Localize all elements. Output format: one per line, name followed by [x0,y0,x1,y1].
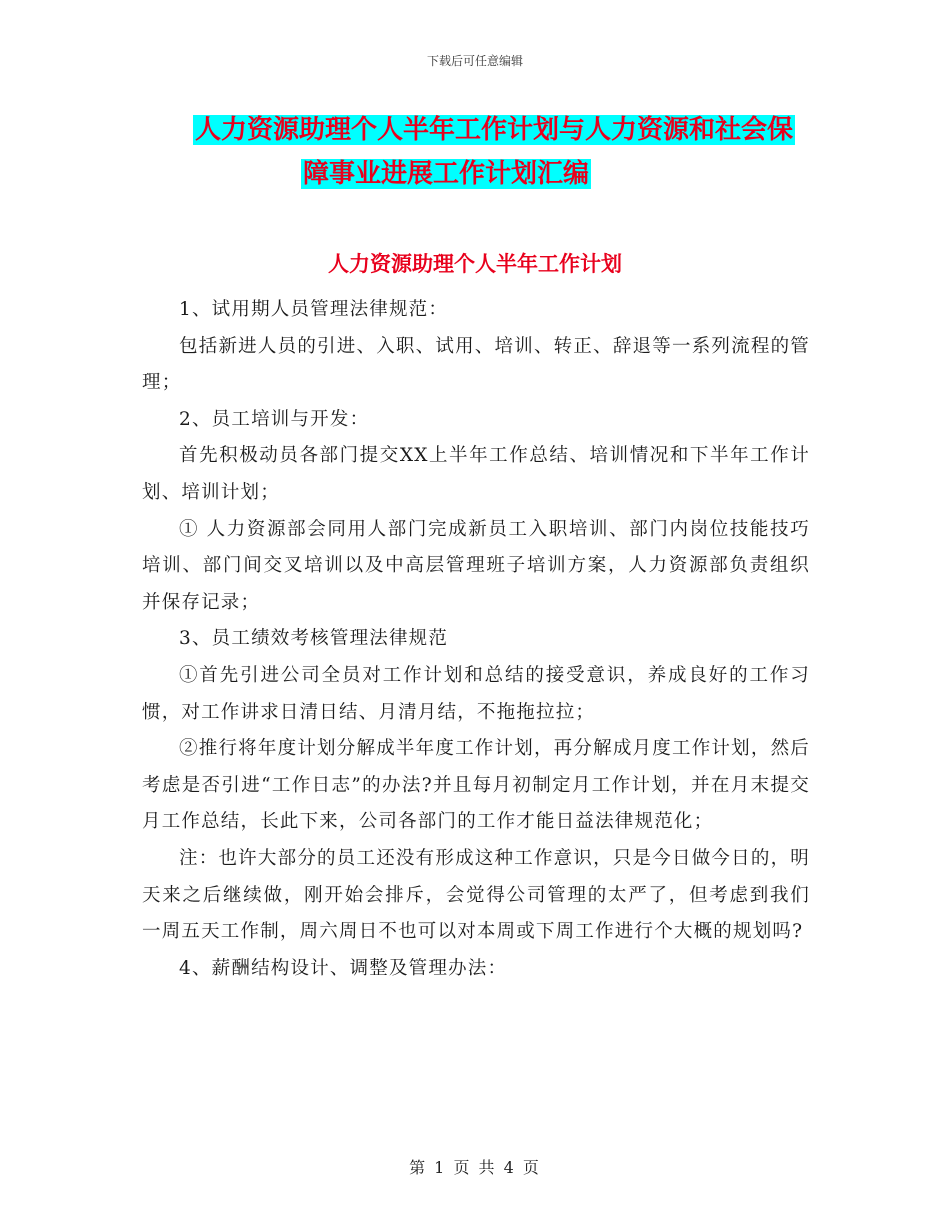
paragraph: 首先积极动员各部门提交XX上半年工作总结、培训情况和下半年工作计划、培训计划； [142,445,810,503]
paragraph: 3、员工绩效考核管理法律规范 [179,628,449,650]
paragraph: ②推行将年度计划分解成半年度工作计划，再分解成月度工作计划，然后考虑是否引进“工作日志”的办法?并且每月初制定月工作计划，并在月末提交月工作总结，长此下来，公司各部门的工作才能日益法律规范化； [142,738,810,833]
paragraph: ①首先引进公司全员对工作计划和总结的接受意识，养成良好的工作习惯，对工作讲求日清日结、月清月结，不拖拖拉拉； [142,664,810,723]
paragraph: 注：也许大部分的员工还没有形成这种工作意识，只是今日做今日的，明天来之后继续做，刚开始会排斥，会觉得公司管理的太严了，但考虑到我们一周五天工作制，周六周日不也可以对本周或下周工作进行个大概的规划吗? [142,847,810,943]
section-title: 人力资源助理个人半年工作计划 [328,252,622,276]
document-title-line-2 [0,157,950,191]
document-title-text-1: 人力资源助理个人半年工作计划与人力资源和社会保 [194,115,793,145]
paragraph: 包括新进人员的引进、入职、试用、培训、转正、辞退等一系列流程的管理； [142,335,810,394]
document-title-text-2: 障事业进展工作计划汇编 [302,159,589,189]
paragraph: 2、员工培训与开发： [179,408,370,430]
paragraph: 4、薪酬结构设计、调整及管理办法： [179,957,508,979]
header-note: 下载后可任意编辑 [426,54,523,68]
document-title-line-1 [0,113,950,147]
document-body [142,292,810,987]
paragraph: 1、试用期人员管理法律规范： [179,299,449,320]
page-number-footer: 第 1 页 共 4 页 [409,1158,541,1177]
paragraph: ① 人力资源部会同用人部门完成新员工入职培训、部门内岗位技能技巧培训、部门间交叉培训以及中高层管理班子培训方案，人力资源部负责组织并保存记录； [142,518,810,613]
